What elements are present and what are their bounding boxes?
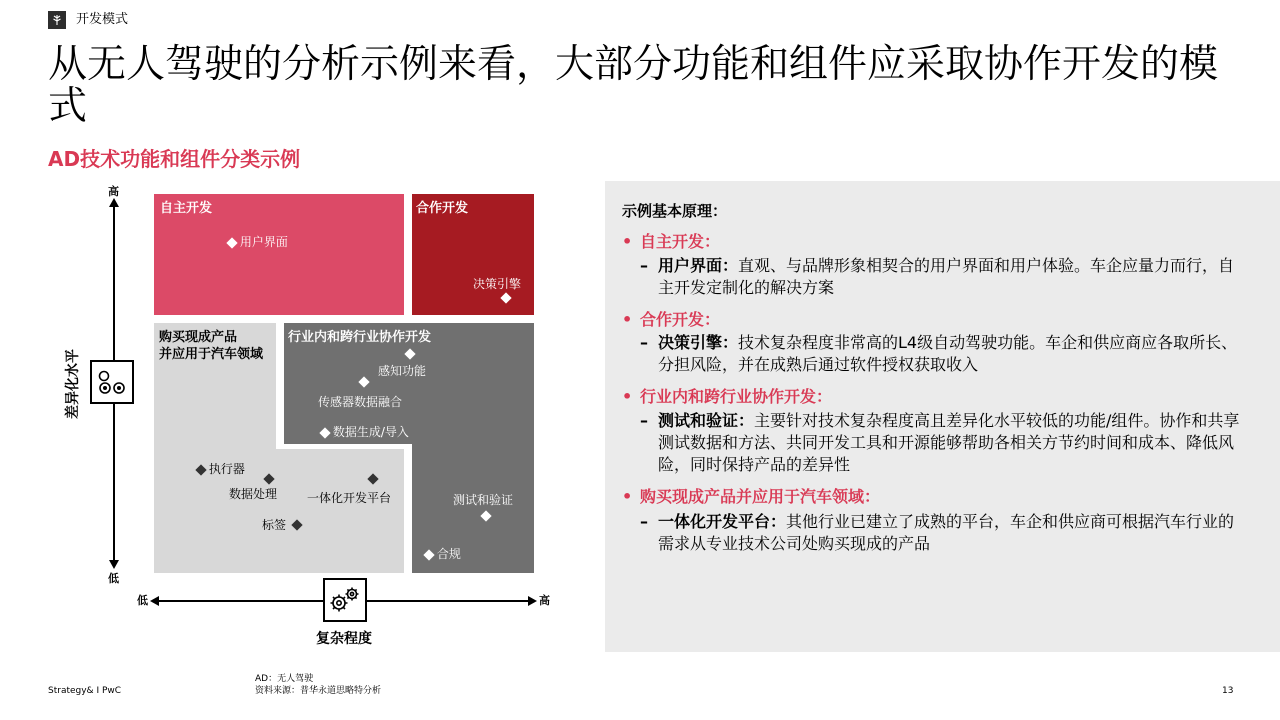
x-axis-arrow-right	[528, 596, 537, 606]
y-axis-high-label: 高	[108, 185, 119, 198]
quadrant-self-development	[154, 194, 404, 315]
page-number: 13	[1222, 686, 1234, 696]
quadrant-buy-title-line1: 购买现成产品	[159, 330, 238, 345]
footer-brand: Strategy& I PwC	[48, 686, 122, 696]
diamond-marker	[319, 427, 330, 438]
item-user-interface: 用户界面	[228, 235, 288, 250]
quadrant-industry-collaboration	[284, 323, 534, 573]
x-axis-arrow-left	[150, 596, 159, 606]
category-industry-collaboration: • 行业内和跨行业协作开发：	[622, 387, 833, 406]
x-axis-low-label: 低	[137, 594, 148, 607]
footnote-abbreviation: AD：无人驾驶	[255, 674, 314, 684]
item-data-generation: 数据生成/导入	[321, 425, 409, 440]
item-data-processing-label: 数据处理	[229, 487, 278, 501]
diamond-marker	[423, 549, 434, 560]
quadrant-collab-title: 行业内和跨行业协作开发	[288, 330, 432, 345]
item-perception-label: 感知功能	[378, 364, 427, 378]
pwc-logo-icon	[48, 11, 66, 29]
x-axis-high-label: 高	[539, 594, 550, 607]
category-desc-self-development: – 用户界面：直观、与品牌形象相契合的用户界面和用户体验。车企应量力而行，自主开发定制化的解决方案	[640, 256, 1235, 297]
category-buy-off-the-shelf: • 购买现成产品并应用于汽车领域：	[622, 487, 881, 506]
section-tag: 开发模式	[76, 12, 129, 27]
x-axis-title: 复杂程度	[316, 631, 372, 647]
principles-title: 示例基本原理：	[622, 202, 728, 220]
category-desc-cooperation: – 决策引擎：技术复杂程度非常高的L4级自动驾驶功能。车企和供应商应各取所长、分担风险，并在成熟后通过软件授权获取收入	[640, 333, 1238, 374]
y-axis-low-label: 低	[108, 572, 119, 585]
y-axis-arrow-up	[109, 198, 119, 207]
item-integrated-platform-label: 一体化开发平台	[307, 491, 392, 505]
footnote-source: 资料来源：普华永道思略特分析	[255, 686, 382, 696]
item-labeling-label: 标签	[262, 518, 287, 532]
page-title: 从无人驾驶的分析示例来看，大部分功能和组件应采取协作开发的模式	[48, 42, 1219, 129]
item-compliance: 合规	[425, 547, 461, 562]
quadrant-buy-title-line2: 并应用于汽车领域	[159, 347, 264, 362]
category-desc-buy-off-the-shelf: – 一体化开发平台：其他行业已建立了成熟的平台，车企和供应商可根据汽车行业的需求从专业技术公司处购买现成的产品	[640, 512, 1235, 553]
category-self-development: • 自主开发：	[622, 232, 721, 251]
item-sensor-fusion-label: 传感器数据融合	[318, 395, 403, 409]
gears-icon	[323, 578, 367, 622]
chart-subtitle: AD技术功能和组件分类示例	[48, 147, 301, 171]
quadrant-title: 合作开发	[416, 201, 469, 216]
category-cooperation: • 合作开发：	[622, 310, 721, 329]
category-desc-industry-collaboration: – 测试和验证：主要针对技术复杂程度高且差异化水平较低的功能/组件。协作和共享测试数据和方法、共同开发工具和开源能够帮助各相关方节约时间和成本、降低风险，同时保持产品的差异性	[640, 411, 1240, 474]
diamond-marker	[226, 237, 237, 248]
y-axis-title: 差异化水平	[65, 349, 81, 419]
item-decision-engine-label: 决策引擎	[473, 277, 522, 291]
item-actuator: 执行器	[197, 462, 245, 477]
diamond-marker	[195, 464, 206, 475]
dial-knobs-icon	[90, 360, 134, 404]
quadrant-title: 自主开发	[160, 201, 213, 216]
quadrant-cooperation	[412, 194, 534, 315]
item-testing-label: 测试和验证	[453, 493, 514, 507]
y-axis-arrow-down	[109, 560, 119, 569]
